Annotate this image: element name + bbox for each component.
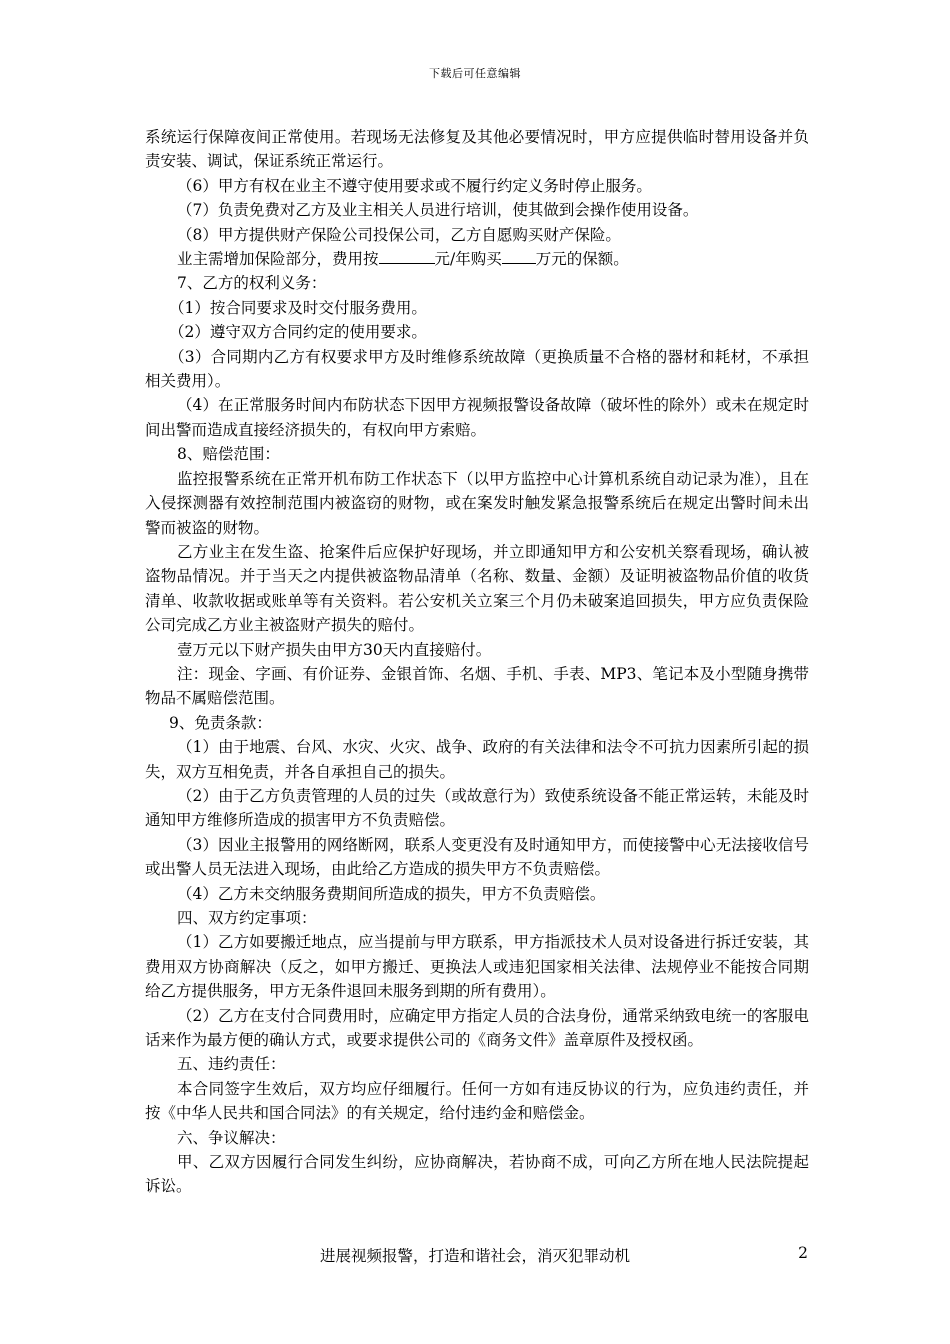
section-heading: 六、争议解决： bbox=[177, 1128, 286, 1147]
paragraph: （1）由于地震、台风、水灾、火灾、战争、政府的有关法律和法令不可抗力因素所引起的损失，双方互相免责，并各自承担自己的损失。 bbox=[145, 738, 809, 781]
paragraph: 监控报警系统在正常开机布防工作状态下（以甲方监控中心计算机系统自动记录为准），且在入侵探测器有效控制范围内被盗窃的财物，或在案发时触发紧急报警系统后在规定出警时间未出警而被盗的财物。 bbox=[145, 469, 809, 537]
paragraph: （2）由于乙方负责管理的人员的过失（或故意行为）致使系统设备不能正常运转，未能及时通知甲方维修所造成的损害甲方不负责赔偿。 bbox=[145, 786, 809, 830]
paragraph: （6）甲方有权在业主不遵守使用要求或不履行约定义务时停止服务。 bbox=[177, 176, 652, 195]
text-segment: 万元的保额。 bbox=[535, 250, 629, 269]
paragraph: （1）按合同要求及时交付服务费用。 bbox=[169, 298, 427, 317]
paragraph: 乙方业主在发生盗、抢案件后应保护好现场，并立即通知甲方和公安机关察看现场，确认被盗物品情况。并于当天之内提供被盗物品清单（名称、数量、金额）及证明被盗物品价值的收货清单、收款收据或账单等有关资料。若公安机关立案三个月仍未破案追回损失，甲方应负责保险公司完成乙方业主被盗财产损失的赔付。 bbox=[145, 542, 809, 635]
insurance-paragraph bbox=[145, 247, 809, 271]
paragraph: （8）甲方提供财产保险公司投保公司，乙方自愿购买财产保险。 bbox=[177, 225, 621, 244]
document-body bbox=[145, 125, 809, 1199]
paragraph: 注：现金、字画、有价证券、金银首饰、名烟、手机、手表、MP3、笔记本及小型随身携带物品不属赔偿范围。 bbox=[145, 664, 809, 708]
paragraph: 本合同签字生效后，双方均应仔细履行。任何一方如有违反协议的行为，应负违约责任，并按《中华人民共和国合同法》的有关规定，给付违约金和赔偿金。 bbox=[145, 1079, 809, 1123]
paragraph: 壹万元以下财产损失由甲方30天内直接赔付。 bbox=[177, 640, 492, 659]
paragraph: 甲、乙双方因履行合同发生纠纷，应协商解决，若协商不成，可向乙方所在地人民法院提起诉讼。 bbox=[145, 1153, 809, 1196]
fill-in-blank bbox=[502, 248, 536, 264]
text-segment: 业主需增加保险部分，费用按 bbox=[177, 250, 379, 269]
page-header: 下载后可任意编辑 bbox=[429, 67, 521, 80]
section-heading: 四、双方约定事项： bbox=[177, 909, 317, 927]
section-heading: 五、违约责任： bbox=[177, 1055, 286, 1074]
section-heading: 7、乙方的权利义务： bbox=[177, 274, 327, 293]
paragraph: （7）负责免费对乙方及业主相关人员进行培训，使其做到会操作使用设备。 bbox=[177, 201, 699, 220]
page-footer-slogan: 进展视频报警，打造和谐社会，消灭犯罪动机 bbox=[319, 1247, 630, 1265]
text-segment: 元/年购买 bbox=[434, 250, 502, 269]
paragraph: 系统运行保障夜间正常使用。若现场无法修复及其他必要情况时，甲方应提供临时替用设备并负责安装、调试，保证系统正常运行。 bbox=[145, 128, 809, 171]
paragraph: （4）乙方未交纳服务费期间所造成的损失，甲方不负责赔偿。 bbox=[177, 884, 606, 903]
paragraph: （2）乙方在支付合同费用时，应确定甲方指定人员的合法身份，通常采纳致电统一的客服电话来作为最方便的确认方式，或要求提供公司的《商务文件》盖章原件及授权函。 bbox=[145, 1006, 809, 1050]
section-heading: 9、免责条款： bbox=[169, 713, 272, 732]
fill-in-blank bbox=[379, 248, 435, 264]
paragraph: （3）因业主报警用的网络断网，联系人变更没有及时通知甲方，而使接警中心无法接收信号或出警人员无法进入现场，由此给乙方造成的损失甲方不负责赔偿。 bbox=[145, 835, 809, 879]
paragraph: （1）乙方如要搬迁地点，应当提前与甲方联系，甲方指派技术人员对设备进行拆迁安装，其费用双方协商解决（反之，如甲方搬迁、更换法人或违犯国家相关法律、法规停业不能按合同期给乙方提供服务，甲方无条件退回未服务到期的所有费用）。 bbox=[145, 933, 809, 1001]
section-heading: 8、赔偿范围： bbox=[177, 445, 280, 464]
paragraph: （4）在正常服务时间内布防状态下因甲方视频报警设备故障（破坏性的除外）或未在规定时间出警而造成直接经济损失的，有权向甲方索赔。 bbox=[145, 396, 809, 439]
paragraph: （2）遵守双方合同约定的使用要求。 bbox=[169, 323, 427, 342]
page-number: 2 bbox=[798, 1244, 808, 1262]
paragraph: （3）合同期内乙方有权要求甲方及时维修系统故障（更换质量不合格的器材和耗材，不承担相关费用）。 bbox=[145, 347, 809, 391]
